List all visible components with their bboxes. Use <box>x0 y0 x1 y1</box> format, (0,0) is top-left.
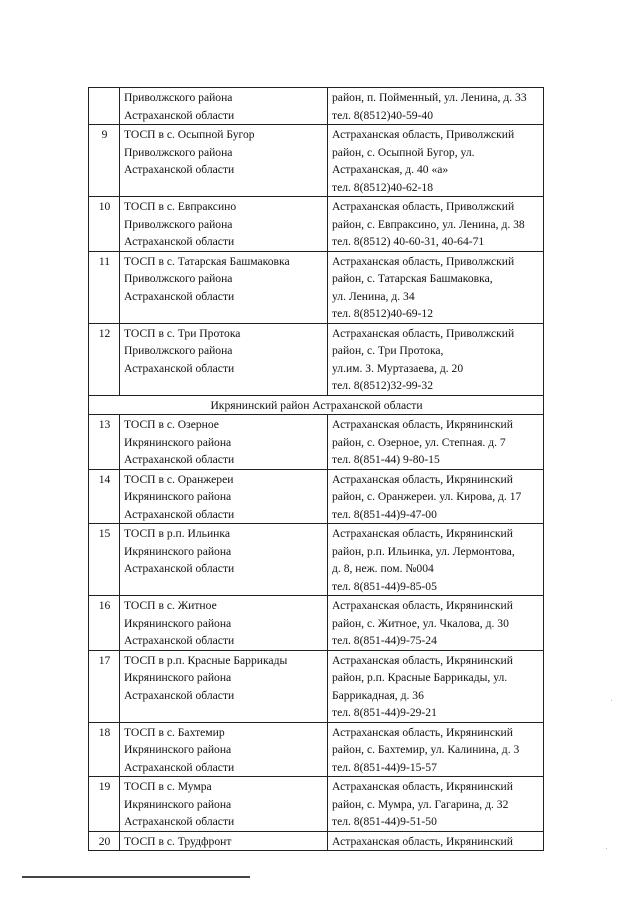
row-number: 20 <box>89 831 120 851</box>
row-number <box>89 88 120 125</box>
office-name-cell <box>120 650 328 722</box>
office-name-cell <box>120 251 328 323</box>
office-name-cell <box>120 415 328 470</box>
office-address-cell <box>328 831 544 851</box>
office-name-line: ТОСП в р.п. Красные Баррикады <box>124 653 288 667</box>
section-title: Икрянинский район Астраханской области <box>89 395 544 415</box>
office-address-line: Астраханская область, Икрянинский <box>332 725 513 739</box>
office-name-line: ТОСП в с. Татарская Башмаковка <box>124 254 290 268</box>
office-name-line: Астраханской области <box>124 760 235 774</box>
offices-table <box>88 87 544 851</box>
office-name-line: ТОСП в с. Три Протока <box>124 326 241 340</box>
office-name-cell <box>120 524 328 596</box>
office-address-line: тел. 8(851-44)9-47-00 <box>332 507 437 521</box>
row-number: 14 <box>89 469 120 524</box>
row-number: 12 <box>89 323 120 395</box>
scan-speck <box>611 700 612 701</box>
office-address-line: тел. 8(851-44) 9-80-15 <box>332 453 440 466</box>
office-address-line: Астраханская область, Икрянинский <box>332 527 513 540</box>
office-address-cell <box>328 323 544 395</box>
office-name-line: Приволжского района <box>124 344 233 357</box>
row-number: 9 <box>89 125 120 197</box>
office-name-line: Икрянинского района <box>124 671 232 684</box>
table-row <box>89 650 544 722</box>
office-name-cell <box>120 596 328 651</box>
office-address-cell <box>328 251 544 323</box>
office-address-line: тел. 8(8512)40-59-40 <box>332 108 434 122</box>
office-name-line: ТОСП в с. Житное <box>124 599 217 612</box>
office-name-line: Икрянинского района <box>124 616 232 630</box>
office-address-line: тел. 8(851-44)9-75-24 <box>332 634 437 647</box>
office-name-line: ТОСП в с. Трудфронт <box>124 834 232 848</box>
office-address-line: Астраханская область, Икрянинский <box>332 653 513 667</box>
table-row <box>89 722 544 777</box>
office-name-line: Икрянинского района <box>124 797 232 811</box>
office-address-cell <box>328 125 544 197</box>
office-address-line: Астраханская область, Приволжский <box>332 128 515 141</box>
office-name-cell <box>120 777 328 832</box>
office-name-line: ТОСП в с. Мумра <box>124 780 212 793</box>
office-address-cell <box>328 415 544 470</box>
office-address-line: Астраханская область, Икрянинский <box>332 418 513 431</box>
office-address-cell <box>328 197 544 252</box>
office-name-line: Астраханской области <box>124 108 235 122</box>
office-name-line: ТОСП в с. Евпраксино <box>124 200 237 213</box>
office-name-line: Астраханской области <box>124 163 235 176</box>
office-address-line: тел. 8(851-44)9-15-57 <box>332 760 437 774</box>
office-address-line: Астраханская область, Приволжский <box>332 326 515 340</box>
office-name-line: Астраханской области <box>124 235 235 248</box>
office-address-line: район, р.п. Красные Баррикады, ул. <box>332 671 508 684</box>
office-address-line: район, с. Татарская Башмаковка, <box>332 272 493 285</box>
office-name-line: Астраханской области <box>124 634 235 647</box>
table-row <box>89 596 544 651</box>
table-row <box>89 125 544 197</box>
office-address-line: тел. 8(851-44)9-51-50 <box>332 815 437 828</box>
table-row <box>89 777 544 832</box>
office-name-line: Икрянинского района <box>124 743 232 756</box>
row-number: 13 <box>89 415 120 470</box>
table-row <box>89 197 544 252</box>
office-name-line: Икрянинского района <box>124 544 232 558</box>
office-address-line: район, с. Озерное, ул. Степная. д. 7 <box>332 435 506 449</box>
row-number: 19 <box>89 777 120 832</box>
office-address-cell <box>328 88 544 125</box>
footer-rule <box>22 876 250 878</box>
scan-speck <box>606 848 607 849</box>
office-name-line: ТОСП в с. Оранжереи <box>124 472 234 486</box>
office-address-line: Астраханская область, Икрянинский <box>332 472 513 486</box>
office-address-line: район, с. Бахтемир, ул. Калинина, д. 3 <box>332 743 520 756</box>
office-name-line: Астраханской области <box>124 688 235 702</box>
office-name-line: Икрянинского района <box>124 490 232 503</box>
row-number: 10 <box>89 197 120 252</box>
office-name-line: Астраханской области <box>124 453 235 466</box>
office-address-line: Астраханская, д. 40 «а» <box>332 163 449 176</box>
table-row <box>89 323 544 395</box>
office-address-line: тел. 8(8512)40-69-12 <box>332 307 434 320</box>
office-address-line: ул. Ленина, д. 34 <box>332 289 415 303</box>
office-address-line: Астраханская область, Икрянинский <box>332 834 513 848</box>
office-name-line: ТОСП в р.п. Ильинка <box>124 527 230 540</box>
office-address-line: Астраханская область, Приволжский <box>332 200 515 213</box>
office-name-line: Астраханской области <box>124 507 235 521</box>
office-name-cell <box>120 323 328 395</box>
office-name-cell <box>120 125 328 197</box>
office-name-line: Приволжского района <box>124 145 233 159</box>
office-name-line: Астраханской области <box>124 289 235 303</box>
office-name-cell <box>120 88 328 125</box>
row-number: 11 <box>89 251 120 323</box>
office-address-line: тел. 8(851-44)9-85-05 <box>332 579 437 593</box>
offices-table-body <box>89 88 544 851</box>
office-address-line: тел. 8(8512)40-62-18 <box>332 180 434 194</box>
office-address-line: тел. 8(8512)32-99-32 <box>332 379 434 392</box>
office-name-line: Приволжского района <box>124 272 233 285</box>
table-row <box>89 831 544 851</box>
office-address-line: район, с. Три Протока, <box>332 344 444 357</box>
office-name-line: Приволжского района <box>124 91 233 104</box>
office-address-line: район, с. Житное, ул. Чкалова, д. 30 <box>332 616 509 630</box>
office-name-line: ТОСП в с. Озерное <box>124 418 219 431</box>
office-name-cell <box>120 469 328 524</box>
office-name-cell <box>120 197 328 252</box>
office-address-line: д. 8, неж. пом. №004 <box>332 562 434 575</box>
table-row <box>89 251 544 323</box>
office-address-line: район, п. Пойменный, ул. Ленина, д. 33 <box>332 91 527 104</box>
office-address-line: Астраханская область, Икрянинский <box>332 780 513 793</box>
office-address-cell <box>328 596 544 651</box>
office-address-line: район, с. Мумра, ул. Гагарина, д. 32 <box>332 797 509 811</box>
office-address-cell <box>328 524 544 596</box>
office-address-line: тел. 8(851-44)9-29-21 <box>332 706 437 719</box>
office-name-line: Астраханской области <box>124 562 235 575</box>
office-address-cell <box>328 650 544 722</box>
table-row <box>89 524 544 596</box>
row-number: 15 <box>89 524 120 596</box>
row-number: 16 <box>89 596 120 651</box>
office-address-line: район, р.п. Ильинка, ул. Лермонтова, <box>332 544 515 558</box>
office-address-line: Баррикадная, д. 36 <box>332 688 424 702</box>
office-name-cell <box>120 722 328 777</box>
office-address-line: район, с. Осыпной Бугор, ул. <box>332 145 475 159</box>
office-name-line: Астраханской области <box>124 815 235 828</box>
office-name-line: ТОСП в с. Бахтемир <box>124 725 225 739</box>
table-row <box>89 88 544 125</box>
office-name-line: Приволжского района <box>124 217 233 231</box>
office-address-line: тел. 8(8512) 40-60-31, 40-64-71 <box>332 235 485 248</box>
office-address-cell <box>328 777 544 832</box>
office-address-line: Астраханская область, Икрянинский <box>332 599 513 612</box>
office-address-cell <box>328 722 544 777</box>
office-name-line: Икрянинского района <box>124 435 232 449</box>
office-address-cell <box>328 469 544 524</box>
office-name-line: Астраханской области <box>124 361 235 375</box>
office-address-line: ул.им. З. Муртазаева, д. 20 <box>332 361 464 375</box>
row-number: 17 <box>89 650 120 722</box>
table-row <box>89 415 544 470</box>
office-address-line: Астраханская область, Приволжский <box>332 254 515 268</box>
office-name-line: ТОСП в с. Осыпной Бугор <box>124 128 255 141</box>
office-name-cell <box>120 831 328 851</box>
office-address-line: район, с. Евпраксино, ул. Ленина, д. 38 <box>332 217 525 231</box>
row-number: 18 <box>89 722 120 777</box>
section-header-row <box>89 395 544 415</box>
table-row <box>89 469 544 524</box>
office-address-line: район, с. Оранжереи. ул. Кирова, д. 17 <box>332 490 522 503</box>
